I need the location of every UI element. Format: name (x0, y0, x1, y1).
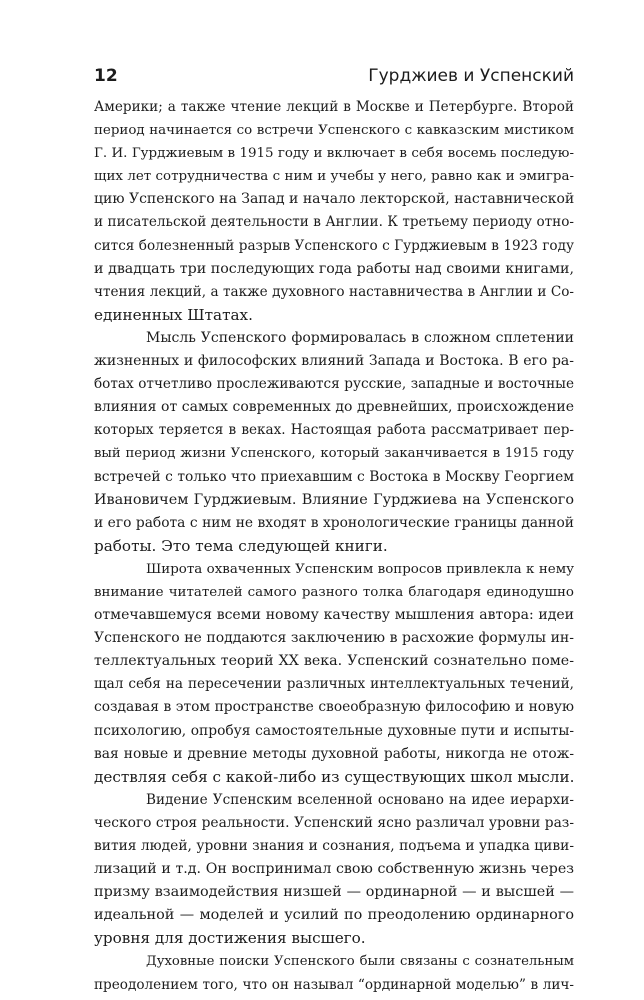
paragraph (94, 327, 574, 558)
text-line: Широта охваченных Успенским вопросов привлекла к нему (146, 561, 574, 577)
text-line: теллектуальных теорий XX века. Успенский сознательно поме- (94, 653, 574, 670)
text-line: и его работа с ним не входят в хронологические границы данной (94, 514, 574, 531)
text-line: вая новые и древние методы духовной работы, никогда не отож- (94, 745, 574, 762)
text-line: встречей с только что приехавшим с Востока в Москву Георгием (94, 468, 574, 485)
text-line: преодолением того, что он называл “ординарной моделью” в лич- (94, 976, 574, 993)
text-line: ческого строя реальности. Успенский ясно различал уровни раз- (94, 814, 574, 831)
text-line: создавая в этом пространстве своеобразную философию и новую (94, 699, 574, 716)
text-line: призму взаимодействия низшей — ординарной — и высшей — (94, 884, 574, 901)
body-text (94, 96, 574, 997)
text-line: Мысль Успенского формировалась в сложном сплетении (146, 329, 574, 346)
text-line: Ивановичем Гурджиевым. Влияние Гурджиева на Успенского (94, 491, 574, 508)
page-number: 12 (94, 66, 118, 86)
text-line: Г. И. Гурджиевым в 1915 году и включает в себя восемь последую- (94, 146, 574, 162)
paragraph (94, 950, 574, 996)
text-line: работы. Это тема следующей книги. (94, 536, 388, 555)
paragraph (94, 96, 574, 327)
text-line: идеальной — моделей и усилий по преодолению ординарного (94, 907, 574, 924)
running-head (94, 64, 574, 88)
text-line: щал себя на пересечении различных интеллектуальных течений, (94, 676, 574, 693)
text-line: чтения лекций, а также духовного наставничества в Англии и Со- (94, 283, 574, 300)
text-line: период начинается со встречи Успенского с кавказским мистиком (94, 123, 574, 139)
paragraph (94, 558, 574, 789)
text-line: Духовные поиски Успенского были связаны с сознательным (146, 954, 574, 970)
text-line: уровня для достижения высшего. (94, 929, 366, 948)
text-line: единенных Штатах. (94, 305, 253, 324)
text-line: Видение Успенским вселенной основано на идее иерархи- (146, 791, 574, 808)
text-line: щих лет сотрудничества с ним и учебы у него, равно как и эмигра- (94, 169, 574, 185)
text-line: вития людей, уровни знания и сознания, подъема и упадка циви- (94, 838, 574, 854)
text-line: Успенского не поддаются заключению в расхожие формулы ин- (94, 630, 574, 647)
text-line: внимание читателей самого разного толка благодаря единодушно (94, 584, 574, 600)
text-line: которых теряется в веках. Настоящая работа рассматривает пер- (94, 422, 574, 439)
text-line: отмечавшемуся всеми новому качеству мышления автора: идеи (94, 607, 574, 624)
text-line: психологию, опробуя самостоятельные духовные пути и испыты- (94, 722, 574, 739)
text-line: дествляя себя с какой-либо из существующих школ мысли. (94, 767, 574, 786)
text-line: цию Успенского на Запад и начало лекторской, наставнической (94, 191, 574, 208)
text-line: лизаций и т.д. Он воспринимал свою собственную жизнь через (94, 861, 574, 878)
text-line: и двадцать три последующих года работы над своими книгами, (94, 260, 574, 277)
text-line: влияния от самых современных до древнейших, происхождение (94, 399, 574, 416)
text-line: вый период жизни Успенского, который заканчивается в 1915 году (94, 446, 574, 462)
book-title: Гурджиев и Успенский (368, 66, 574, 86)
text-line: и писательской деятельности в Англии. К третьему периоду отно- (94, 214, 574, 231)
paragraph (94, 789, 574, 951)
text-line: ботах отчетливо прослеживаются русские, западные и восточные (94, 376, 574, 393)
text-line: Америки; а также чтение лекций в Москве и Петербурге. Второй (94, 99, 574, 115)
text-line: сится болезненный разрыв Успенского с Гурджиевым в 1923 году (94, 237, 574, 254)
text-line: жизненных и философских влияний Запада и Востока. В его ра- (94, 353, 574, 370)
